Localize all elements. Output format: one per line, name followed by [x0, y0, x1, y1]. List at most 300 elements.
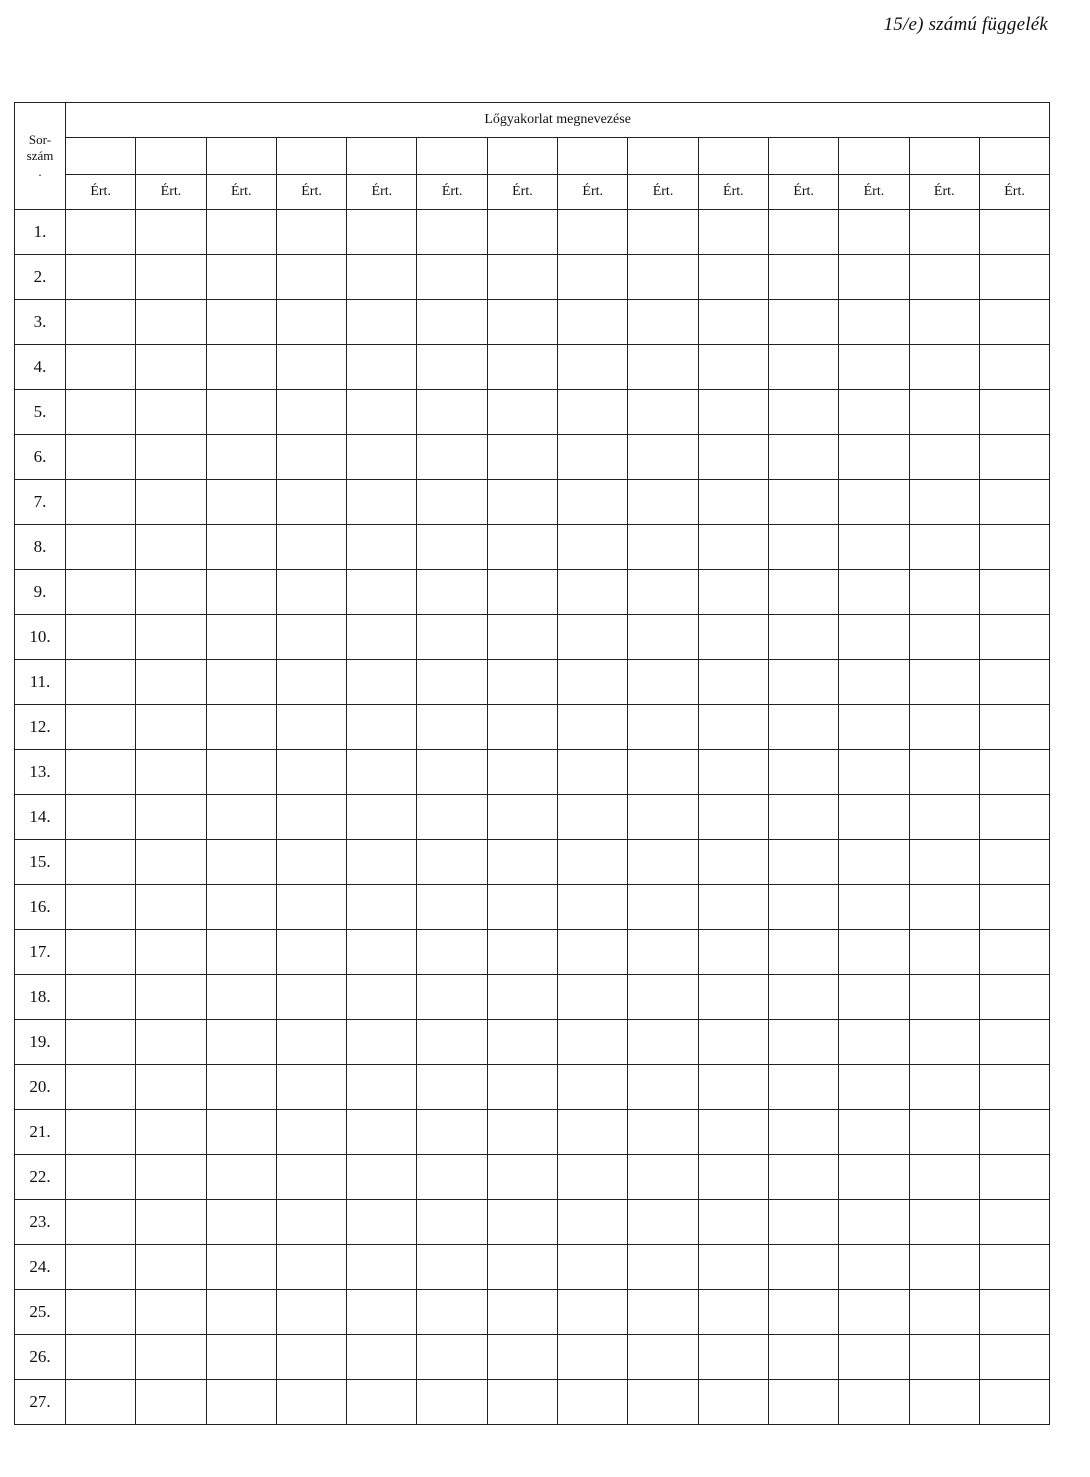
exercise-name-cell[interactable] [698, 138, 768, 175]
score-cell[interactable] [347, 795, 417, 840]
score-cell[interactable] [417, 615, 487, 660]
score-cell[interactable] [417, 885, 487, 930]
score-cell[interactable] [768, 525, 838, 570]
score-cell[interactable] [417, 1245, 487, 1290]
score-cell[interactable] [487, 930, 557, 975]
exercise-name-cell[interactable] [839, 138, 909, 175]
score-cell[interactable] [839, 840, 909, 885]
score-cell[interactable] [628, 1065, 698, 1110]
score-cell[interactable] [909, 1065, 979, 1110]
score-cell[interactable] [909, 1020, 979, 1065]
score-cell[interactable] [698, 885, 768, 930]
exercise-name-cell[interactable] [276, 138, 346, 175]
exercise-name-cell[interactable] [979, 138, 1049, 175]
exercise-name-cell[interactable] [206, 138, 276, 175]
score-cell[interactable] [979, 660, 1049, 705]
score-cell[interactable] [347, 615, 417, 660]
score-cell[interactable] [347, 255, 417, 300]
score-cell[interactable] [417, 975, 487, 1020]
score-cell[interactable] [417, 570, 487, 615]
score-cell[interactable] [909, 750, 979, 795]
score-cell[interactable] [206, 615, 276, 660]
score-cell[interactable] [768, 435, 838, 480]
score-cell[interactable] [979, 1020, 1049, 1065]
score-cell[interactable] [487, 1110, 557, 1155]
score-cell[interactable] [558, 885, 628, 930]
score-cell[interactable] [979, 615, 1049, 660]
score-cell[interactable] [698, 570, 768, 615]
score-cell[interactable] [206, 390, 276, 435]
score-cell[interactable] [66, 975, 136, 1020]
score-cell[interactable] [768, 885, 838, 930]
score-cell[interactable] [136, 930, 206, 975]
score-cell[interactable] [347, 480, 417, 525]
score-cell[interactable] [206, 885, 276, 930]
score-cell[interactable] [276, 525, 346, 570]
score-cell[interactable] [979, 975, 1049, 1020]
score-cell[interactable] [136, 1380, 206, 1425]
score-cell[interactable] [839, 1335, 909, 1380]
score-cell[interactable] [66, 435, 136, 480]
score-cell[interactable] [66, 1335, 136, 1380]
score-cell[interactable] [417, 345, 487, 390]
score-cell[interactable] [487, 840, 557, 885]
score-cell[interactable] [136, 525, 206, 570]
score-cell[interactable] [698, 1335, 768, 1380]
score-cell[interactable] [909, 210, 979, 255]
score-cell[interactable] [839, 570, 909, 615]
score-cell[interactable] [487, 1380, 557, 1425]
score-cell[interactable] [839, 1020, 909, 1065]
score-cell[interactable] [276, 1290, 346, 1335]
score-cell[interactable] [206, 975, 276, 1020]
score-cell[interactable] [417, 390, 487, 435]
score-cell[interactable] [487, 705, 557, 750]
score-cell[interactable] [768, 255, 838, 300]
score-cell[interactable] [979, 480, 1049, 525]
exercise-name-cell[interactable] [628, 138, 698, 175]
score-cell[interactable] [276, 1335, 346, 1380]
score-cell[interactable] [698, 345, 768, 390]
score-cell[interactable] [136, 975, 206, 1020]
score-cell[interactable] [768, 1245, 838, 1290]
score-cell[interactable] [136, 1020, 206, 1065]
score-cell[interactable] [558, 975, 628, 1020]
score-cell[interactable] [276, 795, 346, 840]
score-cell[interactable] [979, 885, 1049, 930]
score-cell[interactable] [558, 660, 628, 705]
score-cell[interactable] [979, 345, 1049, 390]
score-cell[interactable] [628, 1245, 698, 1290]
score-cell[interactable] [909, 615, 979, 660]
score-cell[interactable] [417, 525, 487, 570]
score-cell[interactable] [417, 1020, 487, 1065]
score-cell[interactable] [558, 1335, 628, 1380]
score-cell[interactable] [276, 1065, 346, 1110]
score-cell[interactable] [206, 1065, 276, 1110]
score-cell[interactable] [558, 300, 628, 345]
score-cell[interactable] [487, 525, 557, 570]
score-cell[interactable] [417, 1290, 487, 1335]
score-cell[interactable] [698, 210, 768, 255]
score-cell[interactable] [487, 210, 557, 255]
score-cell[interactable] [276, 750, 346, 795]
score-cell[interactable] [347, 1155, 417, 1200]
score-cell[interactable] [558, 525, 628, 570]
score-cell[interactable] [136, 705, 206, 750]
score-cell[interactable] [347, 1290, 417, 1335]
score-cell[interactable] [628, 1200, 698, 1245]
score-cell[interactable] [487, 390, 557, 435]
score-cell[interactable] [558, 255, 628, 300]
score-cell[interactable] [979, 1380, 1049, 1425]
score-cell[interactable] [839, 1065, 909, 1110]
score-cell[interactable] [979, 705, 1049, 750]
score-cell[interactable] [979, 210, 1049, 255]
score-cell[interactable] [558, 480, 628, 525]
score-cell[interactable] [136, 345, 206, 390]
score-cell[interactable] [347, 1020, 417, 1065]
score-cell[interactable] [558, 390, 628, 435]
score-cell[interactable] [66, 750, 136, 795]
score-cell[interactable] [347, 1200, 417, 1245]
score-cell[interactable] [909, 1380, 979, 1425]
score-cell[interactable] [698, 795, 768, 840]
score-cell[interactable] [276, 1380, 346, 1425]
score-cell[interactable] [839, 615, 909, 660]
score-cell[interactable] [979, 750, 1049, 795]
score-cell[interactable] [487, 480, 557, 525]
score-cell[interactable] [276, 300, 346, 345]
score-cell[interactable] [487, 615, 557, 660]
score-cell[interactable] [909, 570, 979, 615]
score-cell[interactable] [206, 570, 276, 615]
score-cell[interactable] [839, 795, 909, 840]
score-cell[interactable] [698, 255, 768, 300]
score-cell[interactable] [136, 1155, 206, 1200]
score-cell[interactable] [276, 615, 346, 660]
score-cell[interactable] [487, 1290, 557, 1335]
score-cell[interactable] [628, 525, 698, 570]
score-cell[interactable] [66, 1245, 136, 1290]
score-cell[interactable] [347, 1110, 417, 1155]
score-cell[interactable] [347, 525, 417, 570]
score-cell[interactable] [206, 525, 276, 570]
score-cell[interactable] [628, 885, 698, 930]
score-cell[interactable] [768, 300, 838, 345]
score-cell[interactable] [136, 1200, 206, 1245]
score-cell[interactable] [909, 660, 979, 705]
score-cell[interactable] [979, 1110, 1049, 1155]
score-cell[interactable] [628, 1380, 698, 1425]
score-cell[interactable] [276, 1020, 346, 1065]
score-cell[interactable] [347, 390, 417, 435]
score-cell[interactable] [417, 930, 487, 975]
score-cell[interactable] [276, 840, 346, 885]
score-cell[interactable] [558, 1200, 628, 1245]
score-cell[interactable] [276, 1155, 346, 1200]
score-cell[interactable] [698, 1245, 768, 1290]
exercise-name-cell[interactable] [768, 138, 838, 175]
score-cell[interactable] [276, 210, 346, 255]
score-cell[interactable] [487, 300, 557, 345]
score-cell[interactable] [136, 480, 206, 525]
score-cell[interactable] [839, 300, 909, 345]
score-cell[interactable] [698, 1020, 768, 1065]
score-cell[interactable] [698, 300, 768, 345]
score-cell[interactable] [136, 660, 206, 705]
score-cell[interactable] [487, 1020, 557, 1065]
score-cell[interactable] [206, 210, 276, 255]
score-cell[interactable] [417, 435, 487, 480]
score-cell[interactable] [979, 1200, 1049, 1245]
score-cell[interactable] [136, 750, 206, 795]
score-cell[interactable] [206, 1380, 276, 1425]
score-cell[interactable] [136, 795, 206, 840]
score-cell[interactable] [698, 705, 768, 750]
score-cell[interactable] [136, 840, 206, 885]
score-cell[interactable] [768, 750, 838, 795]
score-cell[interactable] [136, 885, 206, 930]
score-cell[interactable] [628, 795, 698, 840]
score-cell[interactable] [909, 885, 979, 930]
score-cell[interactable] [206, 480, 276, 525]
score-cell[interactable] [628, 705, 698, 750]
score-cell[interactable] [558, 1110, 628, 1155]
score-cell[interactable] [628, 615, 698, 660]
score-cell[interactable] [206, 435, 276, 480]
score-cell[interactable] [839, 210, 909, 255]
score-cell[interactable] [839, 345, 909, 390]
score-cell[interactable] [206, 1155, 276, 1200]
score-cell[interactable] [66, 255, 136, 300]
score-cell[interactable] [979, 1155, 1049, 1200]
score-cell[interactable] [698, 615, 768, 660]
score-cell[interactable] [417, 1380, 487, 1425]
score-cell[interactable] [66, 1380, 136, 1425]
score-cell[interactable] [839, 525, 909, 570]
score-cell[interactable] [487, 570, 557, 615]
score-cell[interactable] [909, 390, 979, 435]
score-cell[interactable] [487, 1065, 557, 1110]
score-cell[interactable] [136, 1065, 206, 1110]
score-cell[interactable] [66, 795, 136, 840]
score-cell[interactable] [979, 390, 1049, 435]
exercise-name-cell[interactable] [558, 138, 628, 175]
score-cell[interactable] [698, 525, 768, 570]
score-cell[interactable] [979, 1245, 1049, 1290]
score-cell[interactable] [206, 660, 276, 705]
score-cell[interactable] [768, 1065, 838, 1110]
score-cell[interactable] [276, 435, 346, 480]
score-cell[interactable] [558, 435, 628, 480]
score-cell[interactable] [768, 345, 838, 390]
score-cell[interactable] [487, 975, 557, 1020]
score-cell[interactable] [698, 1155, 768, 1200]
score-cell[interactable] [417, 255, 487, 300]
score-cell[interactable] [136, 1290, 206, 1335]
score-cell[interactable] [628, 1290, 698, 1335]
score-cell[interactable] [768, 795, 838, 840]
score-cell[interactable] [206, 840, 276, 885]
score-cell[interactable] [66, 300, 136, 345]
score-cell[interactable] [66, 705, 136, 750]
score-cell[interactable] [206, 1020, 276, 1065]
score-cell[interactable] [136, 300, 206, 345]
score-cell[interactable] [768, 975, 838, 1020]
score-cell[interactable] [276, 390, 346, 435]
score-cell[interactable] [487, 1155, 557, 1200]
score-cell[interactable] [768, 705, 838, 750]
score-cell[interactable] [698, 975, 768, 1020]
score-cell[interactable] [768, 1110, 838, 1155]
score-cell[interactable] [276, 345, 346, 390]
score-cell[interactable] [136, 390, 206, 435]
score-cell[interactable] [768, 1200, 838, 1245]
score-cell[interactable] [698, 480, 768, 525]
score-cell[interactable] [206, 1200, 276, 1245]
score-cell[interactable] [839, 1290, 909, 1335]
score-cell[interactable] [66, 840, 136, 885]
score-cell[interactable] [347, 345, 417, 390]
score-cell[interactable] [979, 525, 1049, 570]
score-cell[interactable] [558, 1245, 628, 1290]
exercise-name-cell[interactable] [347, 138, 417, 175]
score-cell[interactable] [347, 435, 417, 480]
score-cell[interactable] [628, 390, 698, 435]
score-cell[interactable] [347, 885, 417, 930]
score-cell[interactable] [487, 795, 557, 840]
score-cell[interactable] [66, 1020, 136, 1065]
score-cell[interactable] [698, 390, 768, 435]
score-cell[interactable] [979, 1065, 1049, 1110]
score-cell[interactable] [66, 885, 136, 930]
score-cell[interactable] [628, 435, 698, 480]
score-cell[interactable] [558, 750, 628, 795]
score-cell[interactable] [839, 660, 909, 705]
score-cell[interactable] [698, 660, 768, 705]
score-cell[interactable] [909, 930, 979, 975]
score-cell[interactable] [417, 1065, 487, 1110]
score-cell[interactable] [698, 1290, 768, 1335]
score-cell[interactable] [628, 255, 698, 300]
score-cell[interactable] [487, 255, 557, 300]
score-cell[interactable] [276, 570, 346, 615]
score-cell[interactable] [839, 1155, 909, 1200]
score-cell[interactable] [347, 300, 417, 345]
score-cell[interactable] [909, 975, 979, 1020]
score-cell[interactable] [839, 930, 909, 975]
score-cell[interactable] [768, 930, 838, 975]
score-cell[interactable] [839, 1245, 909, 1290]
score-cell[interactable] [909, 1110, 979, 1155]
score-cell[interactable] [628, 1335, 698, 1380]
score-cell[interactable] [979, 435, 1049, 480]
score-cell[interactable] [628, 840, 698, 885]
score-cell[interactable] [276, 930, 346, 975]
score-cell[interactable] [909, 840, 979, 885]
score-cell[interactable] [417, 660, 487, 705]
score-cell[interactable] [558, 615, 628, 660]
score-cell[interactable] [839, 1200, 909, 1245]
score-cell[interactable] [66, 525, 136, 570]
score-cell[interactable] [206, 750, 276, 795]
score-cell[interactable] [558, 1155, 628, 1200]
score-cell[interactable] [206, 255, 276, 300]
score-cell[interactable] [768, 615, 838, 660]
score-cell[interactable] [909, 1290, 979, 1335]
exercise-name-cell[interactable] [909, 138, 979, 175]
score-cell[interactable] [698, 930, 768, 975]
score-cell[interactable] [66, 390, 136, 435]
score-cell[interactable] [417, 210, 487, 255]
score-cell[interactable] [66, 1110, 136, 1155]
score-cell[interactable] [768, 210, 838, 255]
score-cell[interactable] [698, 1200, 768, 1245]
score-cell[interactable] [276, 660, 346, 705]
score-cell[interactable] [558, 930, 628, 975]
score-cell[interactable] [979, 300, 1049, 345]
score-cell[interactable] [768, 1020, 838, 1065]
score-cell[interactable] [347, 840, 417, 885]
exercise-name-cell[interactable] [487, 138, 557, 175]
score-cell[interactable] [66, 210, 136, 255]
score-cell[interactable] [979, 1335, 1049, 1380]
score-cell[interactable] [417, 795, 487, 840]
score-cell[interactable] [66, 570, 136, 615]
score-cell[interactable] [768, 570, 838, 615]
score-cell[interactable] [206, 1110, 276, 1155]
score-cell[interactable] [558, 210, 628, 255]
score-cell[interactable] [206, 705, 276, 750]
score-cell[interactable] [628, 975, 698, 1020]
exercise-name-cell[interactable] [136, 138, 206, 175]
score-cell[interactable] [66, 930, 136, 975]
score-cell[interactable] [66, 660, 136, 705]
score-cell[interactable] [558, 345, 628, 390]
score-cell[interactable] [487, 345, 557, 390]
score-cell[interactable] [206, 1335, 276, 1380]
score-cell[interactable] [628, 480, 698, 525]
score-cell[interactable] [276, 1200, 346, 1245]
score-cell[interactable] [136, 210, 206, 255]
score-cell[interactable] [909, 1200, 979, 1245]
score-cell[interactable] [206, 1290, 276, 1335]
score-cell[interactable] [839, 390, 909, 435]
score-cell[interactable] [347, 570, 417, 615]
score-cell[interactable] [558, 570, 628, 615]
score-cell[interactable] [206, 795, 276, 840]
score-cell[interactable] [628, 1020, 698, 1065]
score-cell[interactable] [558, 795, 628, 840]
score-cell[interactable] [909, 300, 979, 345]
score-cell[interactable] [909, 345, 979, 390]
score-cell[interactable] [909, 435, 979, 480]
score-cell[interactable] [136, 570, 206, 615]
score-cell[interactable] [66, 345, 136, 390]
score-cell[interactable] [136, 1110, 206, 1155]
score-cell[interactable] [417, 480, 487, 525]
score-cell[interactable] [276, 1245, 346, 1290]
score-cell[interactable] [698, 1110, 768, 1155]
score-cell[interactable] [979, 1290, 1049, 1335]
score-cell[interactable] [487, 1245, 557, 1290]
score-cell[interactable] [206, 345, 276, 390]
score-cell[interactable] [417, 750, 487, 795]
score-cell[interactable] [347, 1380, 417, 1425]
exercise-name-cell[interactable] [417, 138, 487, 175]
score-cell[interactable] [417, 705, 487, 750]
